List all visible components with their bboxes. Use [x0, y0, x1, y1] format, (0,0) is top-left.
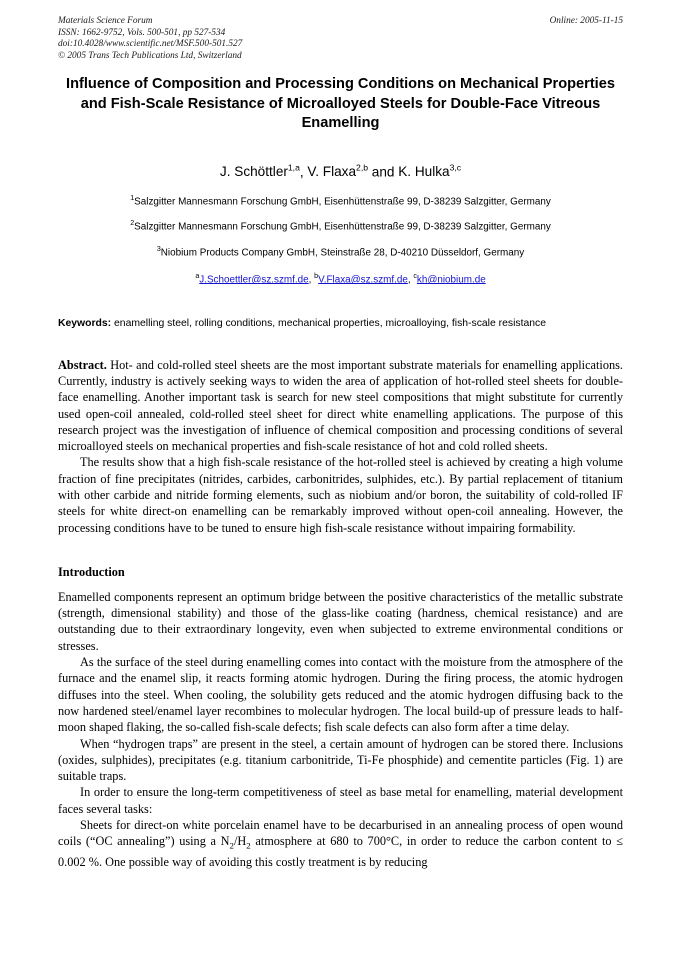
- journal-metadata-block: [58, 16, 478, 62]
- issn-line: ISSN: 1662-9752, Vols. 500-501, pp 527-534: [58, 27, 226, 38]
- affiliation-2: [58, 217, 623, 233]
- copyright-line: © 2005 Trans Tech Publications Ltd, Switzerland: [58, 50, 242, 61]
- introduction-paragraph-5-part-3: atmosphere at 680 to 700°C, in order to reduce the carbon content to ≤ 0.002 %. One possible way of avoiding this costly treatment is by reducing: [58, 834, 623, 870]
- affiliation-2-text: Salzgitter Mannesmann Forschung GmbH, Eisenhüttenstraße 99, D-38239 Salzgitter, Germany: [134, 221, 551, 233]
- keywords-section: [58, 317, 623, 331]
- email-list: $^a$J.Schoettler@sz.szmf.de, $^b$V.Flaxa@sz.szmf.de, $^c$kh@niobium.de: [195, 271, 486, 286]
- affiliation-3-marker: 3: [156, 244, 161, 253]
- introduction-paragraph-4: In order to ensure the long-term competitiveness of steel as base metal for enamelling, material development faces several tasks:: [58, 785, 623, 816]
- email-2-marker: b: [314, 271, 319, 280]
- email-3-marker: c: [413, 271, 417, 280]
- author-list: [58, 160, 623, 181]
- abstract-paragraph-1: [58, 357, 623, 455]
- author-1: [220, 164, 300, 179]
- introduction-paragraph-2: As the surface of the steel during enamelling comes into contact with the moisture from the atmosphere of the furnace and the enamel slip, it reacts forming atomic hydrogen. During the firing process, the atomic hydrogen diffuses into the steel. When cooling, the solubility gets reduced and the atomic hydrogen diffusing back to the now hardened steel/enamel layer recombines to molecular hydrogen. The local build-up of pressure leads to half-moon shaped flaking, the so-called fish-scale defects; fish scale defects can also form after a time delay.: [58, 655, 623, 735]
- journal-name: Materials Science Forum: [58, 16, 153, 26]
- author-separator-1: ,: [299, 164, 308, 180]
- page-title: Influence of Composition and Processing Conditions on Mechanical Properties and Fish-Scale Resistance of Microalloyed Steels for Double-Face Vitreous Enamelling: [66, 76, 615, 131]
- email-1-marker: a: [195, 271, 200, 280]
- nitrogen-subscript: 2: [229, 840, 234, 851]
- abstract-paragraph-2: The results show that a high fish-scale resistance of the hot-rolled steel is achieved by creating a high volume fraction of fine precipitates (nitrides, carbides, carbonitrides, sulphides, etc.). By partial replacement of titanium with other carbide and nitride forming elements, such as niobium and/or boron, the suitability of cold-rolled IF steels for white direct-on enamelling can be remarkably improved without open-coil annealing. However, the processing conditions have to be tuned to ensure high fish-scale resistance without impairing formability.: [58, 455, 623, 535]
- affiliation-2-marker: 2: [130, 219, 135, 228]
- author-1-name: J. Schöttler: [219, 164, 288, 180]
- introduction-paragraph-1: Enamelled components represent an optimum bridge between the positive characteristics of the metallic substrate (strength, dimensional stability) and those of the glass-like coating (hardness, chemical resistance) and are outstanding due to their extraordinary longevity, even when subjected to extreme environmental conditions or stresses.: [58, 589, 623, 653]
- journal-header: [58, 16, 623, 66]
- affiliation-1-text: Salzgitter Mannesmann Forschung GmbH, Eisenhüttenstraße 99, D-38239 Salzgitter, Germany: [134, 196, 551, 208]
- online-date: Online: 2005-11-15: [549, 16, 623, 26]
- introduction-paragraph-5-part-1: Sheets for direct-on white porcelain enamel have to be decarburised in an annealing process of open wound coils (“OC annealing”) using a N: [58, 818, 623, 849]
- doi-line: doi:10.4028/www.scientific.net/MSF.500-501.527: [58, 39, 243, 50]
- author-2-name: V. Flaxa: [307, 164, 357, 180]
- abstract-text-1: Hot- and cold-rolled steel sheets are the most important substrate materials for enamelling applications. Currently, industry is actively seeking ways to widen the area of application of hot-rolled steel sheets for double-face enamelling. Another important task is search for new steel compositions that might substitute for currently used open-coil annealed, cold-rolled steel sheet for direct white enamelling applications. The purpose of this research project was the investigation of influence of chemical composition and processing conditions of several microalloyed steels on mechanical properties and fish-scale resistance of hot and cold rolled sheets.: [58, 357, 623, 454]
- author-conjunction: and: [368, 164, 399, 180]
- author-1-sup: 1,a: [287, 162, 300, 173]
- author-2-sup: 2,b: [356, 162, 368, 173]
- introduction-paragraph-5: [58, 817, 623, 870]
- author-3-sup: 3,c: [449, 162, 462, 173]
- affiliation-1-marker: 1: [130, 194, 135, 203]
- affiliation-1: [58, 192, 623, 208]
- affiliation-3: [58, 243, 623, 259]
- section-heading-introduction: Introduction: [58, 564, 125, 579]
- author-2: [307, 164, 368, 179]
- email-link-3[interactable]: kh@niobium.de: [416, 274, 486, 286]
- introduction-body: [58, 589, 623, 871]
- affiliation-3-text: Niobium Products Company GmbH, Steinstraße 28, D-40210 Düsseldorf, Germany: [160, 246, 525, 258]
- keywords-label: Keywords:: [58, 318, 112, 330]
- author-3-name: K. Hulka: [398, 164, 450, 180]
- hydrogen-subscript: 2: [246, 840, 251, 851]
- author-3: [398, 164, 461, 179]
- abstract-label: Abstract.: [58, 357, 107, 372]
- introduction-paragraph-3: When “hydrogen traps” are present in the steel, a certain amount of hydrogen can be stored there. Inclusions (oxides, sulphides), precipitates (e.g. titanium carbonitride, Ti-Fe phosphide) and cementite particles (Fig. 1) are suitable traps.: [58, 736, 623, 784]
- introduction-paragraph-5-part-2: /H: [233, 834, 247, 849]
- abstract-section: [58, 357, 623, 536]
- keywords-text: enamelling steel, rolling conditions, mechanical properties, microalloying, fish-scale resistance: [111, 318, 547, 330]
- email-link-1[interactable]: J.Schoettler@sz.szmf.de: [199, 274, 309, 286]
- email-link-2[interactable]: V.Flaxa@sz.szmf.de: [318, 274, 408, 286]
